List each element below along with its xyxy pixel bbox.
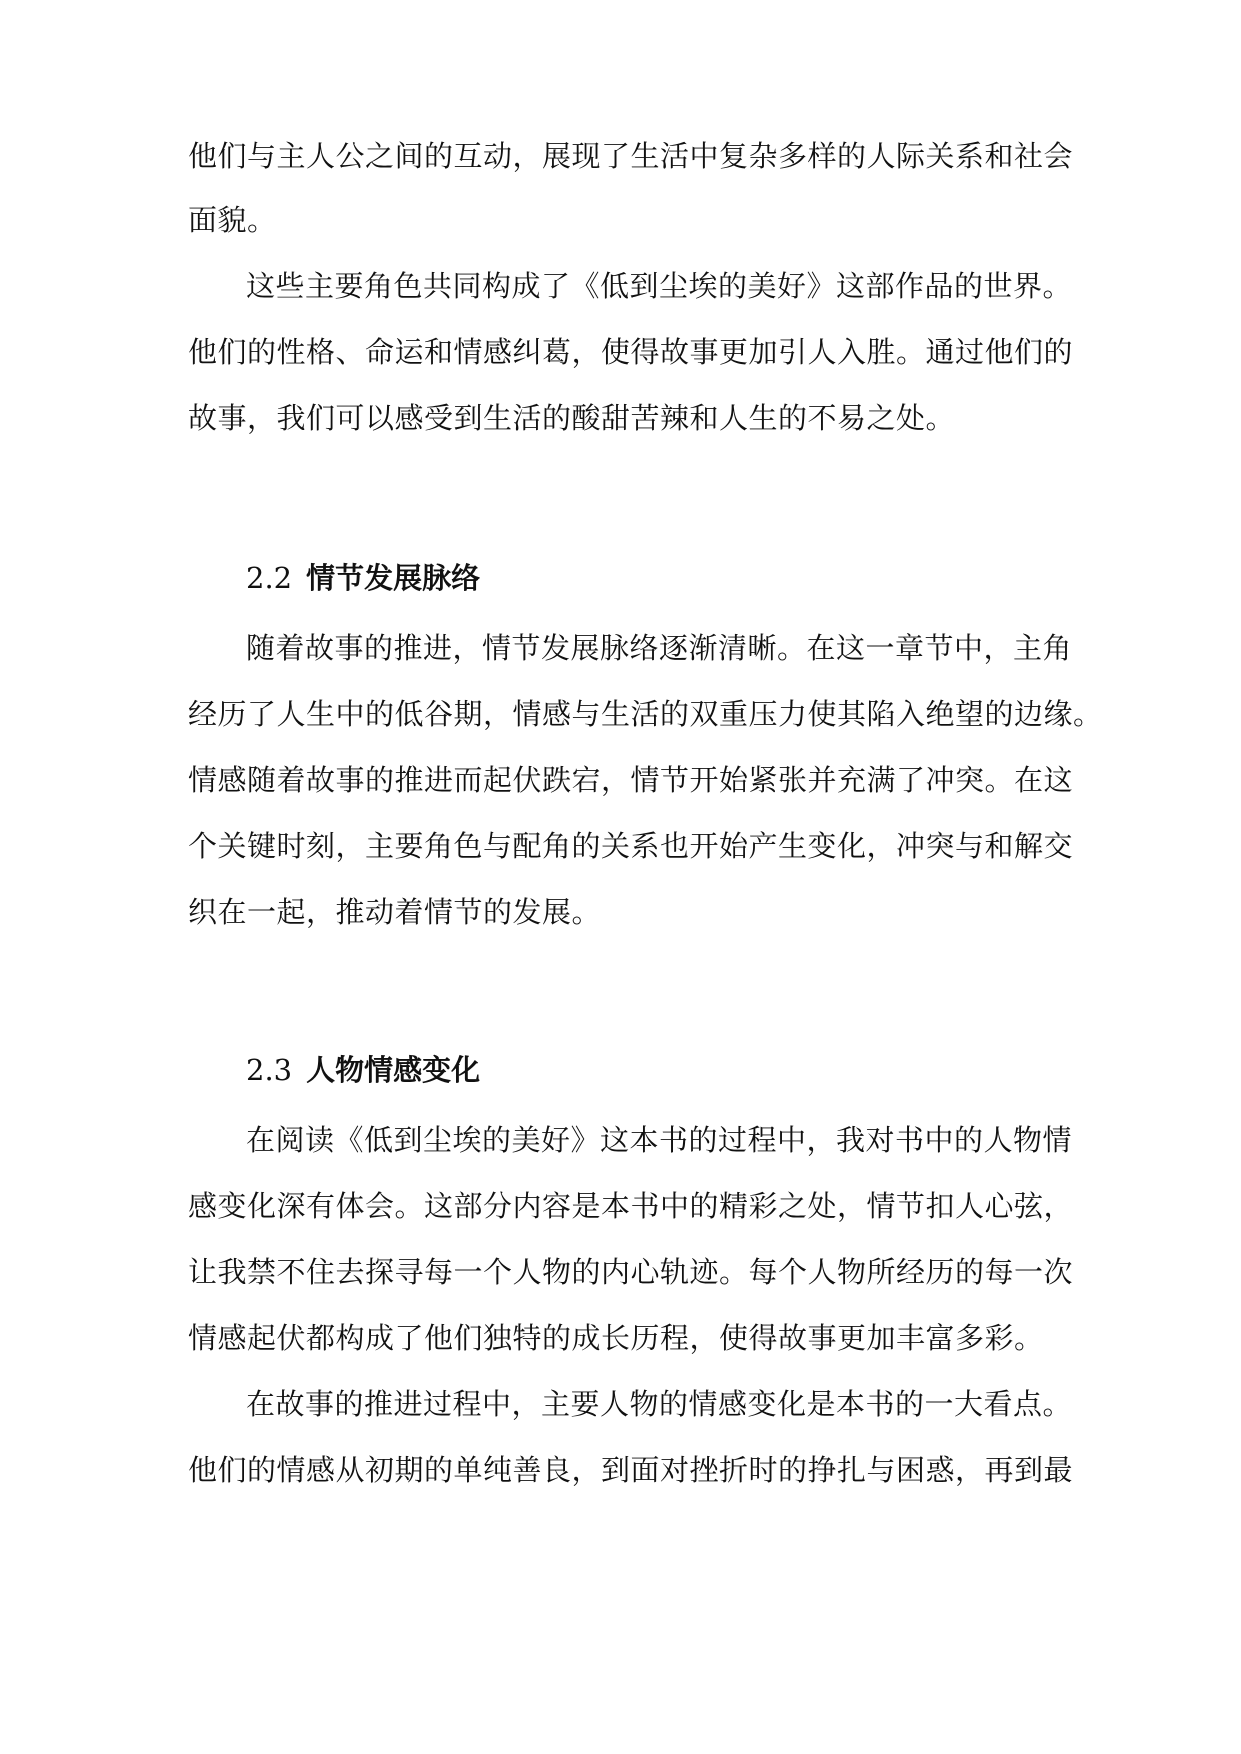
section-2-2-heading	[246, 558, 480, 598]
paragraph-5-line-2: 他们的情感从初期的单纯善良，到面对挫折时的挣扎与困惑，再到最	[188, 1453, 1074, 1487]
paragraph-3-line-3: 情感随着故事的推进而起伏跌宕，情节开始紧张并充满了冲突。在这	[188, 763, 1074, 797]
section-2-2-title: 情节发展脉络	[306, 561, 481, 595]
paragraph-5-line-1: 在故事的推进过程中，主要人物的情感变化是本书的一大看点。	[246, 1387, 1073, 1421]
paragraph-1-line-1: 他们与主人公之间的互动，展现了生活中复杂多样的人际关系和社会	[188, 139, 1074, 173]
paragraph-2-line-1: 这些主要角色共同构成了《低到尘埃的美好》这部作品的世界。	[246, 269, 1073, 303]
section-2-2-number: 2.2	[246, 561, 293, 595]
paragraph-3-line-1: 随着故事的推进，情节发展脉络逐渐清晰。在这一章节中，主角	[246, 631, 1073, 665]
paragraph-2-line-2: 他们的性格、命运和情感纠葛，使得故事更加引人入胜。通过他们的	[188, 335, 1074, 369]
paragraph-3-line-4: 个关键时刻，主要角色与配角的关系也开始产生变化，冲突与和解交	[188, 829, 1074, 863]
paragraph-4-line-2: 感变化深有体会。这部分内容是本书中的精彩之处，情节扣人心弦，	[188, 1189, 1074, 1223]
paragraph-3-line-5: 织在一起，推动着情节的发展。	[188, 895, 602, 929]
section-2-3-number: 2.3	[246, 1053, 293, 1087]
section-2-3-title: 人物情感变化	[306, 1053, 481, 1087]
paragraph-4-line-3: 让我禁不住去探寻每一个人物的内心轨迹。每个人物所经历的每一次	[188, 1255, 1074, 1289]
paragraph-1-line-2: 面貌。	[188, 203, 277, 237]
paragraph-3-line-2: 经历了人生中的低谷期，情感与生活的双重压力使其陷入绝望的边缘。	[188, 697, 1103, 731]
paragraph-4-line-1: 在阅读《低到尘埃的美好》这本书的过程中，我对书中的人物情	[246, 1123, 1073, 1157]
paragraph-2-line-3: 故事，我们可以感受到生活的酸甜苦辣和人生的不易之处。	[188, 401, 956, 435]
section-2-3-heading	[246, 1050, 480, 1090]
paragraph-4-line-4: 情感起伏都构成了他们独特的成长历程，使得故事更加丰富多彩。	[188, 1321, 1044, 1355]
